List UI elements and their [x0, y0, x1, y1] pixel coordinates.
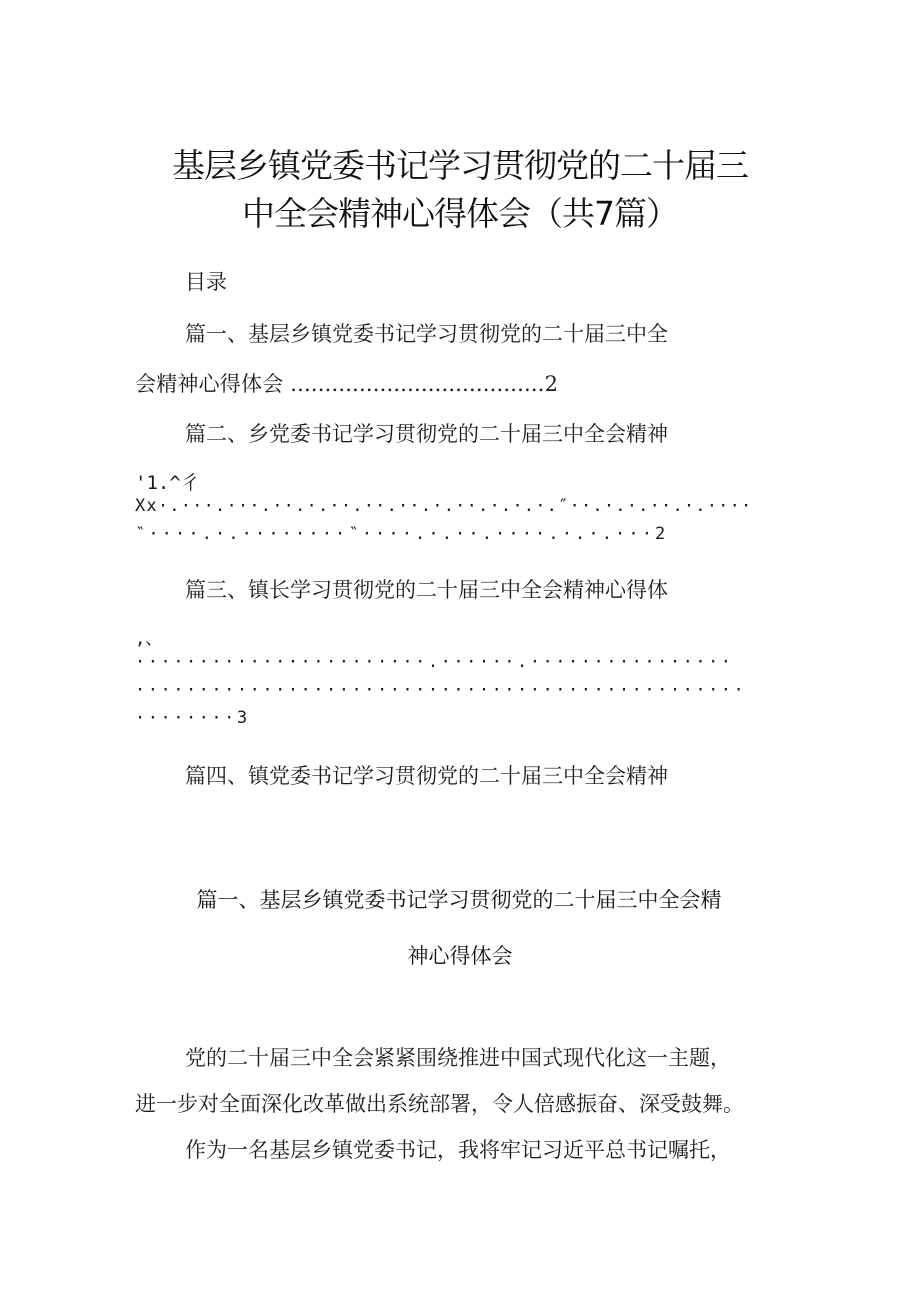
- section-para1-line1: 党的二十届三中全会紧紧围绕推进中国式现代化这一主题，: [185, 1046, 731, 1070]
- toc-entry4-line1: 篇四、镇党委书记学习贯彻党的二十届三中全会精神: [185, 764, 668, 788]
- section-heading-line1: 篇一、基层乡镇党委书记学习贯彻党的二十届三中全会精: [196, 888, 722, 912]
- section-para1-line2: 进一步对全面深化改革做出系统部署，令人倍感振奋、深受鼓舞。: [135, 1092, 744, 1116]
- toc-entry3-line5: ········3: [135, 708, 250, 728]
- toc-entry3-line4: ················································: [135, 680, 747, 700]
- toc-entry3-line1: 篇三、镇长学习贯彻党的二十届三中全会精神心得体: [185, 578, 668, 602]
- toc-entry2-line3: Xx·.···.···.··.·.··.··.··.·.··.·.·.·.″··.·.·.··.·.····: [135, 496, 753, 516]
- toc-entry1-line2: 会精神心得体会 .....................................2: [135, 372, 559, 396]
- toc-heading: 目录: [185, 270, 227, 294]
- toc-entry2-line2: '1.^彳: [135, 472, 200, 494]
- document-title-line1: 基层乡镇党委书记学习贯彻党的二十届三: [172, 146, 748, 185]
- toc-entry3-line3: ·······················.······.················: [135, 652, 734, 672]
- toc-entry2-line4: ‶····.·.········‶····.·.··.····.·.·.···2: [135, 524, 669, 544]
- toc-entry2-line1: 篇二、乡党委书记学习贯彻党的二十届三中全会精神: [185, 422, 668, 446]
- toc-entry3-line2: ,、: [135, 629, 163, 649]
- document-title-line2: 中全会精神心得体会（共7篇）: [242, 194, 678, 233]
- section-para2-line1: 作为一名基层乡镇党委书记，我将牢记习近平总书记嘱托，: [185, 1138, 731, 1162]
- section-heading-line2: 神心得体会: [407, 944, 513, 968]
- toc-entry1-line1: 篇一、基层乡镇党委书记学习贯彻党的二十届三中全: [185, 322, 668, 346]
